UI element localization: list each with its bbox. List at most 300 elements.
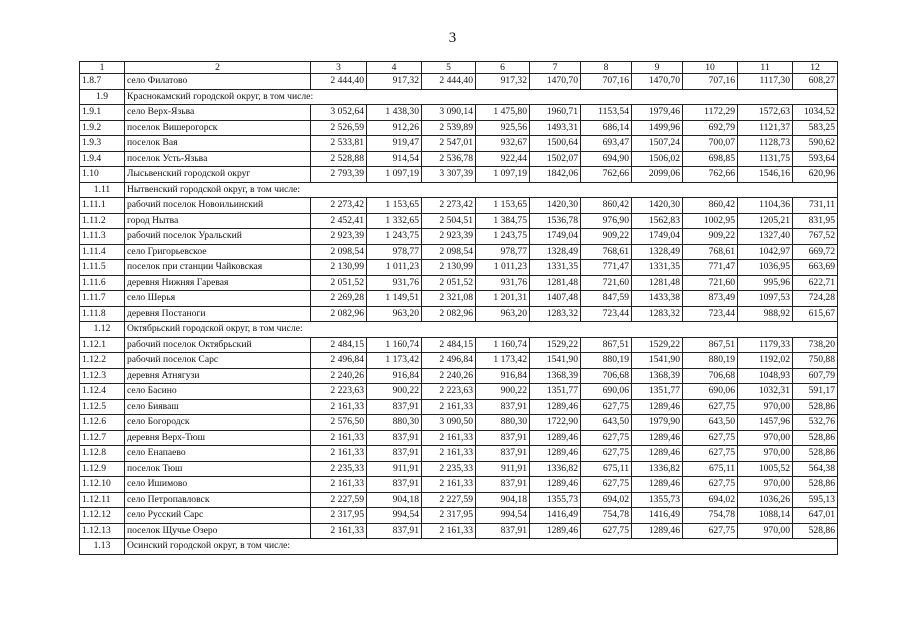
value-cell: 2 161,33 [422, 446, 476, 462]
value-cell: 1470,70 [632, 74, 683, 90]
value-cell: 593,64 [793, 151, 838, 167]
section-row [80, 182, 838, 198]
value-cell: 627,75 [683, 446, 738, 462]
settlement-name: поселок при станции Чайковская [125, 260, 311, 276]
value-cell: 2 496,84 [311, 353, 367, 369]
value-cell: 564,38 [793, 461, 838, 477]
value-cell: 2 051,52 [311, 275, 367, 291]
table-row [80, 74, 838, 90]
row-code: 1.12.2 [80, 353, 125, 369]
value-cell: 2 496,84 [422, 353, 476, 369]
value-cell: 2 484,15 [311, 337, 367, 353]
settlement-name: деревня Верх-Тюш [125, 430, 311, 446]
value-cell: 1289,46 [530, 523, 581, 539]
settlement-name: поселок Вишерогорск [125, 120, 311, 136]
section-row [80, 89, 838, 105]
table-row [80, 415, 838, 431]
table-row [80, 151, 838, 167]
column-header: 7 [530, 62, 581, 74]
value-cell: 1042,97 [738, 244, 793, 260]
settlement-name: село Русский Сарс [125, 508, 311, 524]
value-cell: 694,02 [581, 492, 632, 508]
value-cell: 692,79 [683, 120, 738, 136]
value-cell: 1470,70 [530, 74, 581, 90]
value-cell: 2 161,33 [422, 477, 476, 493]
value-cell: 995,96 [738, 275, 793, 291]
value-cell: 707,16 [683, 74, 738, 90]
value-cell: 2 082,96 [311, 306, 367, 322]
value-cell: 1121,37 [738, 120, 793, 136]
value-cell: 1336,82 [530, 461, 581, 477]
value-cell: 2 452,41 [311, 213, 367, 229]
row-code: 1.11.2 [80, 213, 125, 229]
row-code: 1.8.7 [80, 74, 125, 90]
value-cell: 694,02 [683, 492, 738, 508]
value-cell: 723,44 [683, 306, 738, 322]
value-cell: 723,44 [581, 306, 632, 322]
tariff-table [79, 61, 838, 555]
value-cell: 978,77 [476, 244, 530, 260]
value-cell: 627,75 [683, 430, 738, 446]
value-cell: 2099,06 [632, 167, 683, 183]
value-cell: 1355,73 [530, 492, 581, 508]
value-cell: 837,91 [367, 477, 422, 493]
value-cell: 754,78 [683, 508, 738, 524]
row-code: 1.12.11 [80, 492, 125, 508]
value-cell: 1368,39 [530, 368, 581, 384]
value-cell: 880,30 [367, 415, 422, 431]
value-cell: 904,18 [476, 492, 530, 508]
value-cell: 2 161,33 [311, 523, 367, 539]
row-code: 1.12.4 [80, 384, 125, 400]
value-cell: 2 098,54 [422, 244, 476, 260]
value-cell: 627,75 [683, 399, 738, 415]
value-cell: 2 051,52 [422, 275, 476, 291]
row-code: 1.12.7 [80, 430, 125, 446]
row-code: 1.11.5 [80, 260, 125, 276]
value-cell: 1433,38 [632, 291, 683, 307]
settlement-name: поселок Вая [125, 136, 311, 152]
value-cell: 675,11 [683, 461, 738, 477]
value-cell: 1283,32 [530, 306, 581, 322]
row-code: 1.12.12 [80, 508, 125, 524]
row-code: 1.12.3 [80, 368, 125, 384]
value-cell: 1749,04 [530, 229, 581, 245]
value-cell: 1 332,65 [367, 213, 422, 229]
value-cell: 914,54 [367, 151, 422, 167]
value-cell: 627,75 [581, 430, 632, 446]
value-cell: 1355,73 [632, 492, 683, 508]
value-cell: 909,22 [581, 229, 632, 245]
value-cell: 2 528,88 [311, 151, 367, 167]
value-cell: 731,11 [793, 198, 838, 214]
row-code: 1.11 [80, 182, 125, 198]
row-code: 1.12.1 [80, 337, 125, 353]
value-cell: 3 307,39 [422, 167, 476, 183]
row-code: 1.12.5 [80, 399, 125, 415]
value-cell: 2 547,01 [422, 136, 476, 152]
settlement-name: село Богородск [125, 415, 311, 431]
value-cell: 1289,46 [632, 477, 683, 493]
value-cell: 1328,49 [530, 244, 581, 260]
page-number: 3 [448, 30, 457, 46]
column-header: 5 [422, 62, 476, 74]
value-cell: 622,71 [793, 275, 838, 291]
value-cell: 904,18 [367, 492, 422, 508]
value-cell: 900,22 [476, 384, 530, 400]
value-cell: 768,61 [581, 244, 632, 260]
value-cell: 590,62 [793, 136, 838, 152]
value-cell: 1153,54 [581, 105, 632, 121]
value-cell: 2 223,63 [422, 384, 476, 400]
value-cell: 2 240,26 [311, 368, 367, 384]
value-cell: 1541,90 [632, 353, 683, 369]
value-cell: 3 090,14 [422, 105, 476, 121]
value-cell: 970,00 [738, 430, 793, 446]
table-row [80, 275, 838, 291]
value-cell: 2 269,28 [311, 291, 367, 307]
row-code: 1.13 [80, 539, 125, 555]
value-cell: 707,16 [581, 74, 632, 90]
value-cell: 922,44 [476, 151, 530, 167]
row-code: 1.9.2 [80, 120, 125, 136]
value-cell: 1192,02 [738, 353, 793, 369]
value-cell: 970,00 [738, 446, 793, 462]
table-row [80, 461, 838, 477]
value-cell: 721,60 [581, 275, 632, 291]
value-cell: 2 533,81 [311, 136, 367, 152]
value-cell: 528,86 [793, 477, 838, 493]
settlement-name: рабочий поселок Новоильинский [125, 198, 311, 214]
value-cell: 2 235,33 [311, 461, 367, 477]
value-cell: 528,86 [793, 446, 838, 462]
value-cell: 1351,77 [530, 384, 581, 400]
value-cell: 1283,32 [632, 306, 683, 322]
value-cell: 1289,46 [530, 446, 581, 462]
value-cell: 831,95 [793, 213, 838, 229]
value-cell: 1368,39 [632, 368, 683, 384]
value-cell: 1536,78 [530, 213, 581, 229]
value-cell: 837,91 [476, 477, 530, 493]
value-cell: 1979,90 [632, 415, 683, 431]
value-cell: 2 444,40 [311, 74, 367, 90]
value-cell: 1 097,19 [476, 167, 530, 183]
value-cell: 2 227,59 [311, 492, 367, 508]
value-cell: 837,91 [476, 446, 530, 462]
value-cell: 721,60 [683, 275, 738, 291]
value-cell: 2 130,99 [422, 260, 476, 276]
settlement-name: рабочий поселок Октябрьский [125, 337, 311, 353]
section-title: Осинский городской округ, в том числе: [125, 539, 838, 555]
settlement-name: город Нытва [125, 213, 311, 229]
table-row [80, 492, 838, 508]
value-cell: 1407,48 [530, 291, 581, 307]
settlement-name: поселок Тюш [125, 461, 311, 477]
value-cell: 2 082,96 [422, 306, 476, 322]
value-cell: 2 273,42 [311, 198, 367, 214]
table-row [80, 399, 838, 415]
value-cell: 1289,46 [530, 477, 581, 493]
table-row [80, 167, 838, 183]
value-cell: 698,85 [683, 151, 738, 167]
value-cell: 1131,75 [738, 151, 793, 167]
value-cell: 1036,26 [738, 492, 793, 508]
value-cell: 3 052,64 [311, 105, 367, 121]
value-cell: 970,00 [738, 399, 793, 415]
table-row [80, 523, 838, 539]
value-cell: 837,91 [476, 399, 530, 415]
value-cell: 2 526,59 [311, 120, 367, 136]
value-cell: 1117,30 [738, 74, 793, 90]
row-code: 1.12.10 [80, 477, 125, 493]
row-code: 1.9 [80, 89, 125, 105]
value-cell: 1289,46 [632, 399, 683, 415]
settlement-name: село Петропавловск [125, 492, 311, 508]
column-header: 4 [367, 62, 422, 74]
value-cell: 931,76 [367, 275, 422, 291]
value-cell: 925,56 [476, 120, 530, 136]
value-cell: 1 384,75 [476, 213, 530, 229]
value-cell: 1529,22 [530, 337, 581, 353]
value-cell: 1289,46 [632, 430, 683, 446]
table-row [80, 508, 838, 524]
value-cell: 532,76 [793, 415, 838, 431]
value-cell: 1 011,23 [367, 260, 422, 276]
value-cell: 1048,93 [738, 368, 793, 384]
value-cell: 3 090,50 [422, 415, 476, 431]
settlement-name: Лысьвенский городской округ [125, 167, 311, 183]
value-cell: 860,42 [683, 198, 738, 214]
value-cell: 867,51 [683, 337, 738, 353]
settlement-name: поселок Щучье Озеро [125, 523, 311, 539]
value-cell: 738,20 [793, 337, 838, 353]
value-cell: 911,91 [476, 461, 530, 477]
column-header: 1 [80, 62, 125, 74]
row-code: 1.11.4 [80, 244, 125, 260]
value-cell: 1420,30 [530, 198, 581, 214]
value-cell: 1420,30 [632, 198, 683, 214]
value-cell: 771,47 [683, 260, 738, 276]
value-cell: 1005,52 [738, 461, 793, 477]
value-cell: 880,30 [476, 415, 530, 431]
settlement-name: село Басино [125, 384, 311, 400]
value-cell: 900,22 [367, 384, 422, 400]
value-cell: 880,19 [581, 353, 632, 369]
settlement-name: село Енапаево [125, 446, 311, 462]
value-cell: 1749,04 [632, 229, 683, 245]
row-code: 1.12.9 [80, 461, 125, 477]
value-cell: 2 484,15 [422, 337, 476, 353]
value-cell: 2 536,78 [422, 151, 476, 167]
value-cell: 591,17 [793, 384, 838, 400]
value-cell: 627,75 [581, 446, 632, 462]
value-cell: 1546,16 [738, 167, 793, 183]
value-cell: 2 793,39 [311, 167, 367, 183]
row-code: 1.12.8 [80, 446, 125, 462]
value-cell: 2 161,33 [311, 477, 367, 493]
value-cell: 583,25 [793, 120, 838, 136]
value-cell: 2 161,33 [422, 523, 476, 539]
value-cell: 837,91 [476, 523, 530, 539]
value-cell: 994,54 [476, 508, 530, 524]
value-cell: 2 923,39 [311, 229, 367, 245]
value-cell: 1172,29 [683, 105, 738, 121]
row-code: 1.11.7 [80, 291, 125, 307]
column-header: 12 [793, 62, 838, 74]
settlement-name: село Шерья [125, 291, 311, 307]
section-row [80, 322, 838, 338]
table-row [80, 120, 838, 136]
table-row [80, 384, 838, 400]
value-cell: 1 173,42 [367, 353, 422, 369]
value-cell: 1562,83 [632, 213, 683, 229]
value-cell: 1 011,23 [476, 260, 530, 276]
column-header-row [80, 62, 838, 74]
value-cell: 706,68 [683, 368, 738, 384]
value-cell: 1499,96 [632, 120, 683, 136]
value-cell: 2 130,99 [311, 260, 367, 276]
value-cell: 873,49 [683, 291, 738, 307]
value-cell: 912,26 [367, 120, 422, 136]
value-cell: 1500,64 [530, 136, 581, 152]
value-cell: 2 317,95 [422, 508, 476, 524]
value-cell: 978,77 [367, 244, 422, 260]
value-cell: 1 438,30 [367, 105, 422, 121]
value-cell: 1281,48 [632, 275, 683, 291]
value-cell: 771,47 [581, 260, 632, 276]
table-row [80, 368, 838, 384]
value-cell: 686,14 [581, 120, 632, 136]
settlement-name: деревня Атнягузи [125, 368, 311, 384]
value-cell: 860,42 [581, 198, 632, 214]
value-cell: 647,01 [793, 508, 838, 524]
table-row [80, 337, 838, 353]
value-cell: 867,51 [581, 337, 632, 353]
section-title: Нытвенский городской округ, в том числе: [125, 182, 838, 198]
value-cell: 1 173,42 [476, 353, 530, 369]
value-cell: 1331,35 [632, 260, 683, 276]
value-cell: 643,50 [683, 415, 738, 431]
value-cell: 963,20 [367, 306, 422, 322]
value-cell: 1502,07 [530, 151, 581, 167]
value-cell: 750,88 [793, 353, 838, 369]
value-cell: 615,67 [793, 306, 838, 322]
value-cell: 690,06 [581, 384, 632, 400]
value-cell: 2 161,33 [311, 430, 367, 446]
section-title: Октябрьский городской округ, в том числе: [125, 322, 838, 338]
value-cell: 627,75 [581, 399, 632, 415]
row-code: 1.12.6 [80, 415, 125, 431]
value-cell: 627,75 [683, 523, 738, 539]
value-cell: 1 153,65 [367, 198, 422, 214]
value-cell: 608,27 [793, 74, 838, 90]
section-row [80, 539, 838, 555]
value-cell: 2 161,33 [311, 446, 367, 462]
value-cell: 669,72 [793, 244, 838, 260]
value-cell: 1 201,31 [476, 291, 530, 307]
settlement-name: рабочий поселок Уральский [125, 229, 311, 245]
value-cell: 724,28 [793, 291, 838, 307]
value-cell: 2 444,40 [422, 74, 476, 90]
value-cell: 754,78 [581, 508, 632, 524]
value-cell: 1506,02 [632, 151, 683, 167]
value-cell: 970,00 [738, 477, 793, 493]
section-title: Краснокамский городской округ, в том числе: [125, 89, 838, 105]
value-cell: 1327,40 [738, 229, 793, 245]
value-cell: 970,00 [738, 523, 793, 539]
value-cell: 1328,49 [632, 244, 683, 260]
value-cell: 916,84 [367, 368, 422, 384]
table-row [80, 136, 838, 152]
value-cell: 627,75 [581, 523, 632, 539]
value-cell: 1205,21 [738, 213, 793, 229]
value-cell: 595,13 [793, 492, 838, 508]
settlement-name: село Ишимово [125, 477, 311, 493]
row-code: 1.12.13 [80, 523, 125, 539]
value-cell: 847,59 [581, 291, 632, 307]
value-cell: 1 097,19 [367, 167, 422, 183]
value-cell: 2 227,59 [422, 492, 476, 508]
value-cell: 768,61 [683, 244, 738, 260]
value-cell: 620,96 [793, 167, 838, 183]
column-header: 8 [581, 62, 632, 74]
settlement-name: деревня Постаноги [125, 306, 311, 322]
column-header: 11 [738, 62, 793, 74]
row-code: 1.12 [80, 322, 125, 338]
settlement-name: поселок Усть-Язьва [125, 151, 311, 167]
value-cell: 2 321,08 [422, 291, 476, 307]
settlement-name: село Филатово [125, 74, 311, 90]
table-row [80, 353, 838, 369]
value-cell: 1979,46 [632, 105, 683, 121]
value-cell: 2 576,50 [311, 415, 367, 431]
value-cell: 1088,14 [738, 508, 793, 524]
value-cell: 1457,96 [738, 415, 793, 431]
row-code: 1.11.3 [80, 229, 125, 245]
column-header: 3 [311, 62, 367, 74]
value-cell: 1289,46 [530, 430, 581, 446]
table-row [80, 244, 838, 260]
settlement-name: село Верх-Язьва [125, 105, 311, 121]
value-cell: 909,22 [683, 229, 738, 245]
value-cell: 837,91 [367, 399, 422, 415]
value-cell: 2 223,63 [311, 384, 367, 400]
value-cell: 762,66 [683, 167, 738, 183]
value-cell: 767,52 [793, 229, 838, 245]
table-body [80, 62, 838, 555]
value-cell: 693,47 [581, 136, 632, 152]
value-cell: 2 317,95 [311, 508, 367, 524]
value-cell: 1 243,75 [476, 229, 530, 245]
value-cell: 1529,22 [632, 337, 683, 353]
value-cell: 627,75 [683, 477, 738, 493]
table-row [80, 213, 838, 229]
value-cell: 1336,82 [632, 461, 683, 477]
column-header: 9 [632, 62, 683, 74]
value-cell: 627,75 [581, 477, 632, 493]
value-cell: 643,50 [581, 415, 632, 431]
row-code: 1.11.6 [80, 275, 125, 291]
value-cell: 2 161,33 [422, 430, 476, 446]
settlement-name: село Бияваш [125, 399, 311, 415]
value-cell: 2 273,42 [422, 198, 476, 214]
value-cell: 911,91 [367, 461, 422, 477]
value-cell: 917,32 [476, 74, 530, 90]
table-row [80, 306, 838, 322]
value-cell: 880,19 [683, 353, 738, 369]
value-cell: 1289,46 [530, 399, 581, 415]
value-cell: 1002,95 [683, 213, 738, 229]
